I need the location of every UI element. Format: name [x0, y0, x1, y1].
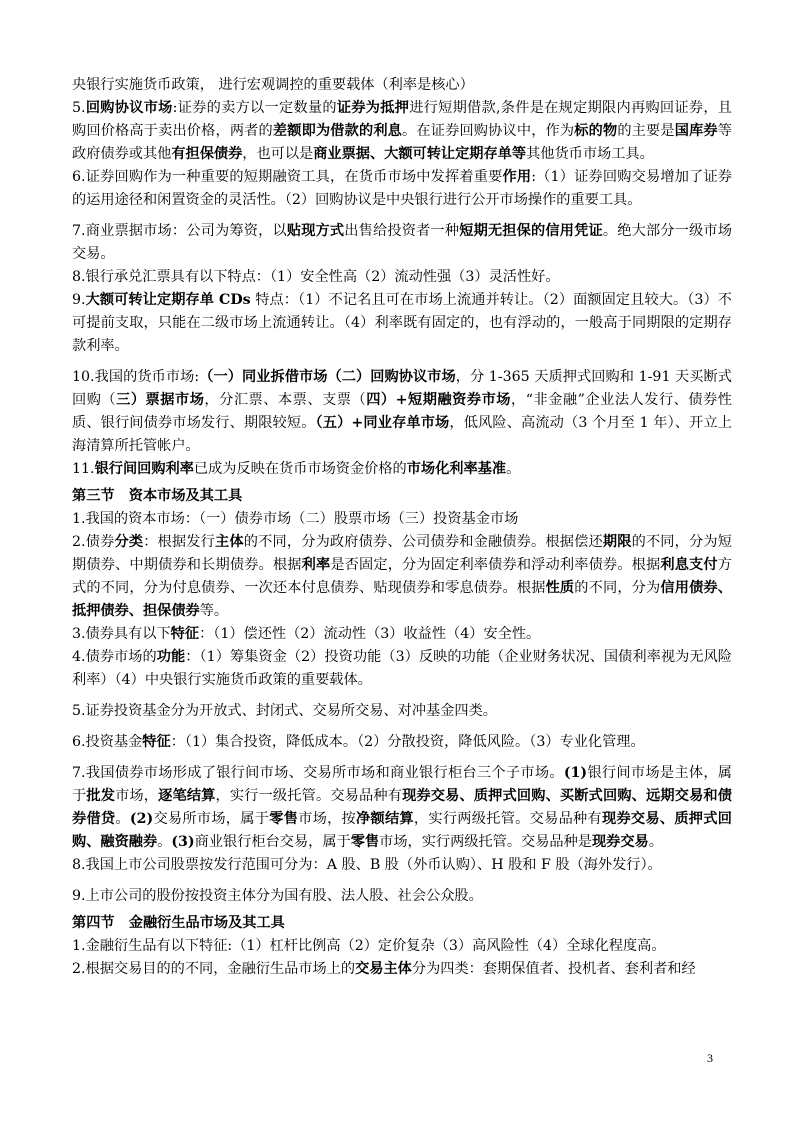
bold-text: 有担保债券: [171, 146, 243, 162]
text-run: 进行短期借款,条件是在规定期限内再购回证券，且购回价格高于卖出价格，两者的: [72, 100, 732, 139]
text-run: 央银行实施货币政策， 进行宏观调控的重要载体（利率是核心）: [72, 77, 474, 93]
text-run: :（1）证券回购交易增加了证券的运用途径和闲置资金的灵活性。（2）回购协议是中央银行进行公开市场操作的重要工具。: [72, 169, 732, 208]
text-run: 10.我国的货币市场:: [72, 369, 200, 385]
text-run: 。: [157, 834, 172, 850]
text-run: 。: [648, 834, 663, 850]
text-run: ：（1）偿还性（2）流动性（3）收益性（4）安全性。: [199, 626, 541, 642]
text-run: 是否固定，分为固定利率债券和浮动利率债券。根据: [330, 557, 661, 573]
bold-text: 性质: [545, 580, 575, 596]
text-run: 9.: [72, 292, 86, 308]
bold-text: 交易主体: [355, 961, 412, 977]
bold-text: 国库券: [674, 123, 718, 139]
text-run: 2.债券: [72, 534, 115, 550]
text-run: ，实行一级托管。交易品种有: [215, 788, 403, 804]
paragraph: [72, 731, 732, 754]
text-run: 7.我国债券市场形成了银行间市场、交易所市场和商业银行柜台三个子市场。: [72, 765, 564, 781]
text-run: 7.商业票据市场：公司为筹资，以: [72, 223, 287, 239]
bold-text: 批发: [86, 788, 116, 804]
bold-text: 标的物: [574, 123, 618, 139]
text-run: 等政府债券或其他: [72, 123, 732, 162]
paragraph: [72, 97, 732, 166]
paragraph: [72, 854, 732, 877]
text-run: 出售给投资者一种: [344, 223, 460, 239]
bold-text: 作用: [502, 169, 532, 185]
text-run: 方式的不同，分为付息债券、一次还本付息债券、贴现债券和零息债券。根据: [72, 557, 732, 596]
bold-text: 零售: [350, 834, 380, 850]
text-run: 9.上市公司的股份按投资主体分为国有股、法人股、社会公众股。: [72, 888, 483, 904]
bold-text: 证券为抵押: [336, 100, 410, 116]
bold-text: 大额可转让定期存单 CDs: [85, 292, 251, 308]
bold-text: (3): [171, 834, 195, 850]
text-run: 。绝大部分一级市场交易。: [72, 223, 732, 262]
bold-text: 市场化利率基准: [406, 461, 507, 477]
text-run: 市场，: [115, 788, 159, 804]
bold-text: (2): [129, 811, 154, 827]
paragraph: [72, 366, 732, 458]
text-run: ，低风险、高流动（3 个月至 1 年）、开立上海清算所托管帐户。: [72, 415, 732, 454]
paragraph: [72, 531, 732, 623]
bold-text: 信用债券、抵押债券、担保债券: [72, 580, 732, 619]
bold-text: 特征: [142, 734, 171, 750]
text-run: ：（1）筹集资金（2）投资功能（3）反映的功能（企业财务状况、国债利率视为无风险利率）（4）中央银行实施货币政策的重要载体。: [72, 649, 732, 688]
text-run: 第四节 金融衍生品市场及其工具: [72, 915, 285, 931]
text-run: 的不同，分为政府债券、公司债券和金融债券。根据偿还: [243, 534, 603, 550]
section-heading: [72, 912, 732, 935]
bold-text: 现券交易、质押式回购、融资融券: [72, 811, 732, 850]
bold-text: 现券交易、质押式回购、买断式回购、远期交易和债券借贷: [72, 788, 732, 827]
text-run: 已成为反映在货币市场资金价格的: [193, 461, 407, 477]
text-run: 5.: [72, 100, 86, 116]
bold-text: 主体: [215, 534, 244, 550]
bold-text: 四）+短期融资券市场: [366, 392, 512, 408]
text-run: ：根据发行: [143, 534, 216, 550]
bold-text: 零售: [269, 811, 299, 827]
bold-text: （一）同业拆借市场（二）回购协议市场: [199, 369, 456, 385]
bold-text: 回购协议市场: [85, 100, 173, 116]
paragraph: [72, 74, 732, 97]
text-run: 11.: [72, 461, 95, 477]
text-run: ，分汇票、本票、支票（: [204, 392, 367, 408]
paragraph: [72, 885, 732, 908]
bold-text: 短期无担保的信用凭证: [459, 223, 603, 239]
bold-text: (1): [563, 765, 588, 781]
text-run: 。: [506, 461, 521, 477]
text-run: 1.金融衍生品有以下特征:（1）杠杆比例高（2）定价复杂（3）高风险性（4）全球化程度高。: [72, 938, 666, 954]
bold-text: 逐笔结算: [158, 788, 216, 804]
bold-text: 利率: [301, 557, 331, 573]
bold-text: 差额即为借款的利息: [272, 123, 403, 139]
bold-text: 期限: [602, 534, 632, 550]
text-run: 银行间市场是主体，属于: [72, 765, 732, 804]
text-run: ，实行两级托管。交易品种有: [413, 811, 602, 827]
text-run: 特点：（1）不记名且可在市场上流通并转让。（2）面额固定且较大。（3）不可提前支取，只能在二级市场上流通转让。（4）利率既有固定的，也有浮动的，一般高于同期限的定期存款利率。: [72, 292, 732, 354]
section-heading: [72, 485, 732, 508]
document-page: [72, 74, 732, 981]
text-run: 2.根据交易目的的不同，金融衍生品市场上的: [72, 961, 356, 977]
text-run: 分为四类：套期保值者、投机者、套利者和经: [411, 961, 696, 977]
paragraph: [72, 646, 732, 692]
text-run: 商业银行柜台交易，属于: [194, 834, 351, 850]
bold-text: 净额结算: [356, 811, 414, 827]
bold-text: 分类: [114, 534, 144, 550]
paragraph: [72, 508, 732, 531]
text-run: 其他货币市场工具。: [526, 146, 654, 162]
text-run: :证券的卖方以一定数量的: [172, 100, 337, 116]
text-run: 等。: [199, 603, 229, 619]
text-run: ，“非金融”企业法人发行、债券性质、银行间债券市场发行、期限较短。: [72, 392, 732, 431]
text-run: 4.债券市场的: [72, 649, 157, 665]
bold-text: 现券交易: [591, 834, 649, 850]
bold-text: 三）票据市场: [116, 392, 205, 408]
text-run: 交易所市场，属于: [153, 811, 270, 827]
text-run: 的不同，分为: [574, 580, 661, 596]
paragraph: [72, 762, 732, 854]
text-run: 第三节 资本市场及其工具: [72, 488, 243, 504]
page-number: 3: [707, 1051, 713, 1065]
text-run: ，分 1-365 天质押式回购和 1-91 天买断式回购（: [72, 369, 732, 408]
paragraph: [72, 166, 732, 212]
text-run: 6.投资基金: [72, 734, 143, 750]
paragraph: [72, 700, 732, 723]
paragraph: [72, 623, 732, 646]
paragraph: [72, 958, 732, 981]
bold-text: 贴现方式: [286, 223, 345, 239]
bold-text: 特征: [170, 626, 200, 642]
paragraph: [72, 289, 732, 358]
text-run: 的主要是: [617, 123, 675, 139]
text-run: 的不同，分为短期债券、中期债券和长期债券。根据: [72, 534, 732, 573]
paragraph: [72, 458, 732, 481]
text-run: 6.证券回购作为一种重要的短期融资工具，在货币市场中发挥着重要: [72, 169, 503, 185]
bold-text: 银行间回购利率: [94, 461, 194, 477]
text-run: 市场，按: [298, 811, 357, 827]
text-run: ：（1）集合投资，降低成本。（2）分散投资，降低风险。（3）专业化管理。: [170, 734, 645, 750]
text-run: 8.银行承兑汇票具有以下特点：（1）安全性高（2）流动性强（3）灵活性好。: [72, 269, 560, 285]
bold-text: 商业票据、大额可转让定期存单等: [313, 146, 527, 162]
text-run: ，也可以是: [242, 146, 314, 162]
text-run: 3.债券具有以下: [72, 626, 171, 642]
text-run: 8.我国上市公司股票按发行范围可分为：A 股、B 股（外币认购）、H 股和 F 股（海外发行）。: [72, 857, 662, 873]
paragraph: [72, 266, 732, 289]
bold-text: 功能: [156, 649, 186, 665]
paragraph: [72, 220, 732, 266]
text-run: 。在证券回购协议中，作为: [402, 123, 575, 139]
text-run: 5.证券投资基金分为开放式、封闭式、交易所交易、对冲基金四类。: [72, 703, 497, 719]
bold-text: 利息支付: [660, 557, 718, 573]
bold-text: （五）+同业存单市场: [315, 415, 450, 431]
text-run: 1.我国的资本市场：（一）债券市场（二）股票市场（三）投资基金市场: [72, 511, 519, 527]
text-run: 市场，实行两级托管。交易品种是: [379, 834, 592, 850]
text-run: 。: [115, 811, 130, 827]
paragraph: [72, 935, 732, 958]
